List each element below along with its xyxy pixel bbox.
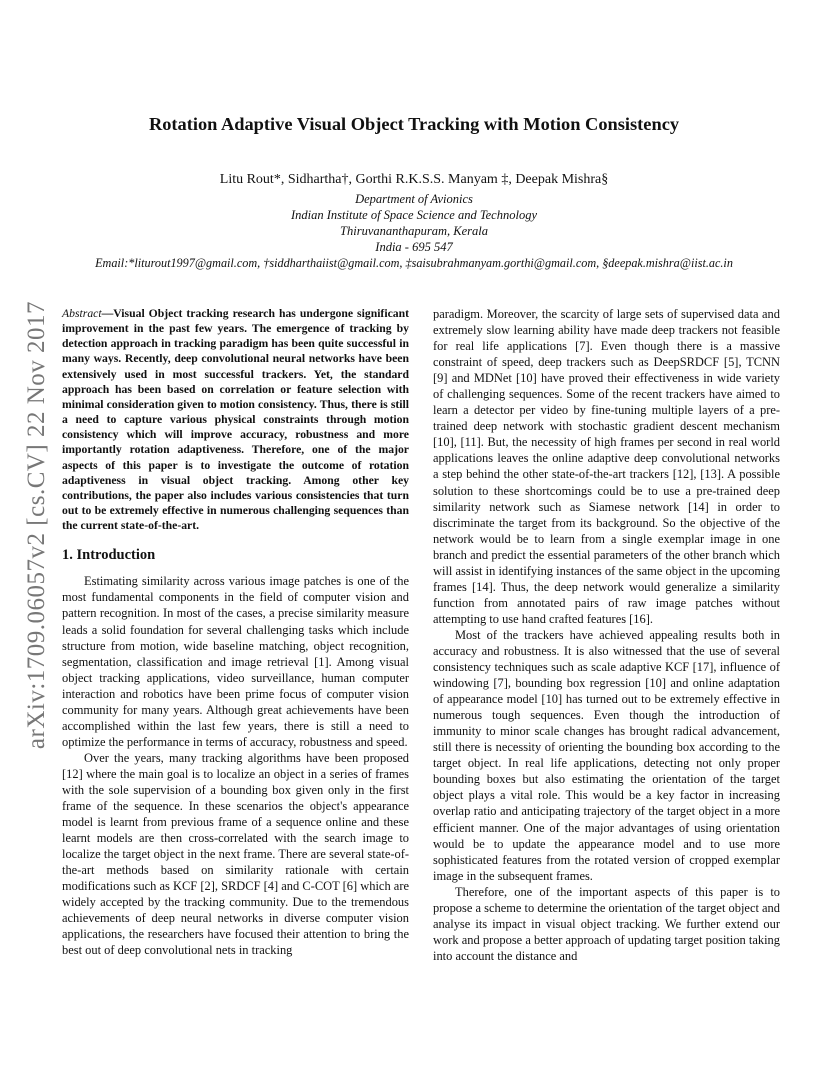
intro-paragraph-1: Estimating similarity across various image patches is one of the most fundamental components in the field of computer vision and pattern recognition. In most of the cases, a precise similarity measure leads a solid foundation for several challenging tasks which include structure from motion, wide baseline matching, object recognition, segmentation, classification and image retrieval [1]. Among visual object tracking applications, video surveillance, human computer interaction and robotics have been prime focus of computer vision community for many years. Although great achievements have been accomplished within the last few years, there is still a need to optimize the performance in terms of accuracy, robustness and speed. (62, 574, 409, 749)
author-list: Litu Rout*, Sidhartha†, Gorthi R.K.S.S. Manyam ‡, Deepak Mishra§ (219, 172, 609, 187)
affiliation-department: Department of Avionics (355, 192, 473, 206)
intro-paragraph-4: Most of the trackers have achieved appealing results both in accuracy and robustness. It is also witnessed that the use of several consistency techniques such as scale adaptive KCF [17], influence of windowing [7], bounding box regression [10] and online adaptation of appearance model [10] has turned out to be extremely effective in numerous tough sequences. Even though the introduction of immunity to minor scale changes has brought radical advancement, still there is necessity of orienting the bounding box according to the target object. In real life applications, detecting not only proper bounding boxes but also estimating the orientation of the target object plays a vital role. This would be a key factor in increasing overlap ratio and anticipating trajectory of the target object in a more efficient manner. One of the major advantages of using orientation would be to update the appearance model and to use more sophisticated features from the rotated version of cropped exemplar image in the subsequent frames. (433, 627, 780, 883)
intro-paragraph-3: paradigm. Moreover, the scarcity of large sets of supervised data and extremely slow learning ability have made deep trackers not feasible for real life applications [7]. Even though there is a massive constraint of speed, deep trackers such as DeepSRDCF [5], TCNN [9] and MDNet [10] have proved their effectiveness in wide variety of challenging sequences. Some of the recent trackers have aimed to learn a detector per video by fine-tuning multiple layers of a pre-trained deep network with stochastic gradient descent mechanism [10], [11]. But, the necessity of high frames per second in real world applications leaves the online adaptive deep convolutional networks a step behind the other state-of-the-art trackers [12], [13]. A possible solution to these shortcomings could be to use a pre-trained deep similarity network such as Siamese network [14] in order to discriminate the target from its background. So the objective of the network would be to learn from a single exemplar image in one branch and predict the essential parameters of the other branch which will assist in identifying instances of the same object in the upcoming frames [14]. Thus, the deep network would generalize a similarity function from annotated pairs of raw image patches without attempting to use hand crafted features [16]. (433, 307, 780, 626)
abstract (62, 306, 409, 533)
abstract-text: —Visual Object tracking research has undergone significant improvement in the past few years. The emergence of tracking by detection approach in tracking paradigm has been quite successful in many ways. Recently, deep convolutional neural networks have been extensively used in most successful trackers. Yet, the standard approach has been based on correlation or feature selection with minimal consideration given to motion consistency. Thus, there is still a need to capture various physical constraints through motion consistency which will improve accuracy, robustness and more importantly rotation adaptiveness. Therefore, one of the major aspects of this paper is to investigate the outcome of rotation adaptiveness in visual object tracking. Among other key contributions, the paper also includes various consistencies that turn out to be extremely effective in numerous challenging sequences than the current state-of-the-art. (62, 307, 409, 533)
intro-paragraph-2: Over the years, many tracking algorithms have been proposed [12] where the main goal is to localize an object in a series of frames with the sole supervision of a bounding box given only in the first frame of the sequence. In these scenarios the object's appearance model is learnt from previous frame of a sequence online and these learnt models are then cross-correlated with the search image to localize the target object in the next frame. There are several state-of-the-art methods based on similarity rationale with certain modifications such as KCF [2], SRDCF [4] and C-COT [6] which are widely accepted by the tracking community. Due to the tremendous achievements of deep neural networks in diverse computer vision applications, the researchers have focused their attention to bring the best out of deep convolutional nets in tracking (62, 750, 409, 958)
affiliation-country: India - 695 547 (375, 240, 453, 254)
section-heading-introduction: 1. Introduction (62, 547, 156, 564)
affiliation-city: Thiruvananthapuram, Kerala (340, 224, 488, 238)
paper-title: Rotation Adaptive Visual Object Tracking with Motion Consistency (148, 114, 680, 134)
arxiv-sidebar-stamp (14, 290, 60, 760)
arxiv-id: arXiv:1709.06057v2 [cs.CV] 22 Nov 2017 (23, 300, 50, 750)
author-emails: Email:*liturout1997@gmail.com, †siddharthaiist@gmail.com, ‡saisubrahmanyam.gorthi@gmail.com, §deepak.mishra@iist.ac.in (95, 256, 733, 270)
affiliation-institute: Indian Institute of Space Science and Technology (290, 208, 537, 222)
right-column (433, 306, 780, 964)
intro-paragraph-5: Therefore, one of the important aspects of this paper is to propose a scheme to determine the orientation of the target object and analyse its impact in visual object tracking. We further extend our work and propose a better approach of updating target position taking into account the distance and (433, 884, 780, 963)
left-column (62, 306, 409, 959)
abstract-label: Abstract (62, 307, 102, 320)
